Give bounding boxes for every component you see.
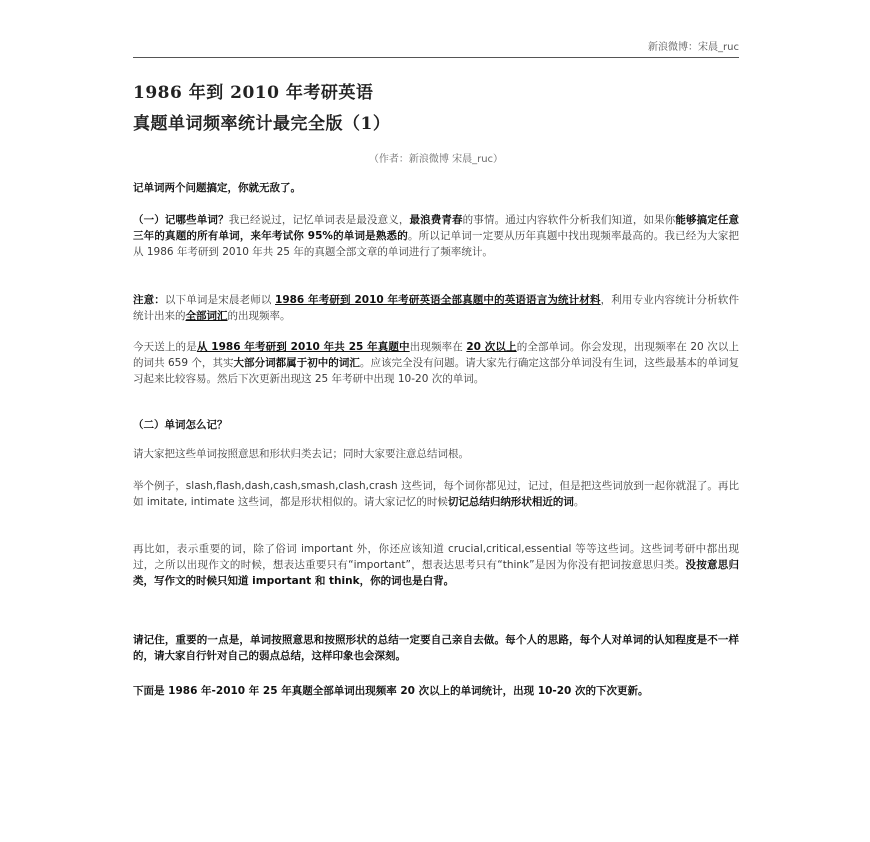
s2-bold: 能够搞定任意三年的真题的所有单词，来年考试你 95%的单词是熟悉的 (133, 214, 740, 242)
section-1-heading: （一）记哪些单词？ (133, 214, 229, 226)
page-header: 新浪微博：宋晨_ruc (648, 42, 739, 53)
title-line-2: 真题单词频率统计最完全版（1） (133, 114, 391, 134)
p2-bold: 切记总结归纳形状相近的词 (447, 496, 574, 508)
today-s4: 20 次以上 (466, 341, 517, 353)
section-2-p2 (133, 478, 739, 510)
note-label: 注意： (133, 294, 165, 306)
section-2-p3 (133, 541, 739, 589)
p2-end: 。 (573, 496, 585, 508)
note-paragraph (133, 292, 739, 324)
today-paragraph (133, 339, 739, 387)
p2-text: 举个例子，slash,flash,dash,cash,smash,clash,crash 这些词，每个词你都见过，记过，但是把这些词放到一起你就混了。再比如 imitate, intimate 这些词，都是形状相似的。请大家记忆的时候 (133, 480, 739, 508)
s1-text-c: 的事情。通过内容软件分析我们知道，如果你 (462, 214, 676, 226)
intro-paragraph: 记单词两个问题搞定，你就无敌了。 (133, 182, 301, 194)
header-rule (133, 57, 739, 58)
s1-bold: 最浪费青春 (409, 214, 463, 226)
author-line: （作者：新浪微博 宋晨_ruc） (368, 154, 504, 165)
today-s1: 今天送上的是 (133, 341, 197, 353)
note-s1: 以下单词是宋晨老师以 (164, 294, 276, 306)
section-2-p1: 请大家把这些单词按照意思和形状归类去记；同时大家要注意总结词根。 (133, 448, 469, 460)
today-s3: 出现频率在 (409, 341, 467, 353)
today-s6: 大部分词都属于初中的词汇 (233, 357, 360, 369)
p3-bold: 没按意思归类，写作文的时候只知道 important 和 think，你的词也是白背。 (133, 559, 740, 587)
title-line-1: 1986 年到 2010 年考研英语 (133, 83, 374, 103)
note-s5: 的出现频率。 (227, 310, 291, 322)
section-2-p4: 请记住，重要的一点是，单词按照意思和按照形状的总结一定要自己亲自去做。每个人的思路，每个人对单词的认知程度是不一样的，请大家自行针对自己的弱点总结，这样印象也会深刻。 (133, 634, 739, 662)
section-2-p5: 下面是 1986 年-2010 年 25 年真题全部单词出现频率 20 次以上的单词统计，出现 10-20 次的下次更新。 (133, 685, 649, 697)
note-s4: 全部词汇 (185, 310, 228, 322)
today-s5: 的全部单词。你会发现，出现频率在 20 次以上的词共 659 个，其实 (133, 341, 739, 369)
section-1-paragraph (133, 212, 739, 260)
section-2-heading: （二）单词怎么记？ (133, 419, 228, 431)
note-s2: 1986 年考研到 2010 年考研英语全部真题中的英语语言为统计材料 (275, 294, 601, 306)
today-s2: 从 1986 年考研到 2010 年共 25 年真题中 (196, 341, 410, 353)
note-s3: ，利用专业内容统计分析软件统计出来的 (133, 294, 739, 322)
today-s7: 。应该完全没有问题。请大家先行确定这部分单词没有生词，这些最基本的单词复习起来比较容易。然后下次更新出现这 25 年考研中出现 10-20 次的单词。 (133, 357, 740, 385)
s1-text: 我已经说过，记忆单词表是最没意义， (228, 214, 410, 226)
p3-text: 再比如，表示重要的词，除了俗词 important 外，你还应该知道 crucial,critical,essential 等等这些词。这些词考研中都出现过，之所以出现作文的时候，想表达重要只有“important”，想表达思考只有“think”是因为你没有把词按意思归类。 (133, 543, 739, 571)
s3-text: 。所以记单词一定要从历年真题中找出现频率最高的。我已经为大家把从 1986 年考研到 2010 年共 25 年的真题全部文章的单词进行了频率统计。 (133, 230, 740, 258)
